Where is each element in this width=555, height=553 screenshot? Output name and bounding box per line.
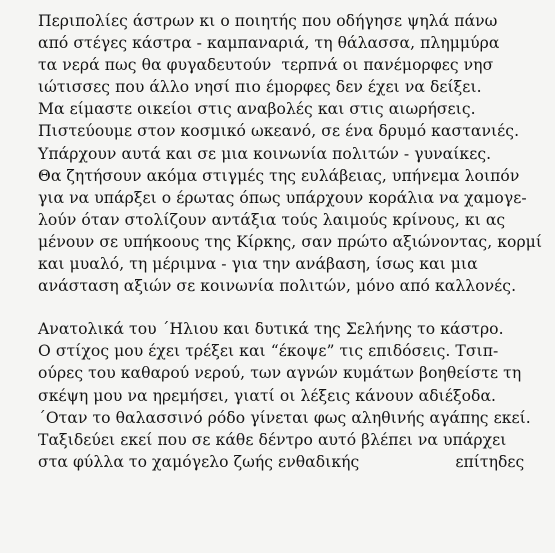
poem-line: Ταξιδεύει εκεί που σε κάθε δέντρο αυτό βλέπει να υπάρχει — [38, 430, 507, 449]
poem-text — [38, 10, 543, 473]
poem-line: μένουν σε υπήκοους της Κίρκης, σαν πρώτο αξιώνοντας, κορμί — [38, 232, 543, 251]
poem-line: Υπάρχουν αυτά και σε μια κοινωνία πολιτών - γυναίκες. — [38, 144, 492, 163]
poem-line: τα νερά πως θα φυγαδευτούν τερπνά οι πανέμορφες νησ — [38, 56, 494, 75]
poem-line: ΄Οταν το θαλασσινό ρόδο γίνεται φως αληθινής αγάπης εκεί. — [38, 408, 531, 427]
poem-line: ούρες του καθαρού νερού, των αγνών κυμάτων βοηθείστε τη — [38, 364, 522, 383]
poem-line: ιώτισσες που άλλο νησί πιο έμορφες δεν έχει να δείξει. — [38, 78, 482, 97]
poem-line: ανάσταση αξιών σε κοινωνία πολιτών, μόνο από καλλονές. — [38, 277, 517, 296]
poem-line: Πιστεύουμε στον κοσμικό ωκεανό, σε ένα δρυμό καστανιές. — [38, 122, 520, 141]
poem-line: Μα είμαστε οικείοι στις αναβολές και στις αιωρήσεις. — [38, 100, 476, 119]
last-line-start: στα φύλλα το χαμόγελο ζωής ενθαδικής — [38, 452, 360, 471]
poem-line: και μυαλό, τη μέριμνα - για την ανάβαση, ίσως και μια — [38, 255, 478, 274]
poem-last-line — [38, 451, 538, 473]
last-line-end: επίτηδες — [455, 452, 525, 471]
stanza-break — [38, 297, 538, 318]
poem-line: για να υπάρξει ο έρωτας όπως υπάρχουν κοράλια να χαμογε- — [38, 188, 527, 207]
poem-line: λούν όταν στολίζουν αντάξια τούς λαιμούς κρίνους, κι ας — [38, 210, 506, 229]
poem-line: σκέψη μου να ηρεμήσει, γιατί οι λέξεις κάνουν αδιέξοδα. — [38, 386, 497, 405]
poem-line: Θα ζητήσουν ακόμα στιγμές της ευλάβειας, υπήνεμα λοιπόν — [38, 166, 520, 185]
poem-line: Ανατολικά του ΄Ηλιου και δυτικά της Σελήνης το κάστρο. — [38, 320, 504, 339]
poem-line: από στέγες κάστρα - καμπαναριά, τη θάλασσα, πλημμύρα — [38, 34, 500, 53]
poem-line: Περιπολίες άστρων κι ο ποιητής που οδήγησε ψηλά πάνω — [38, 12, 498, 30]
poem-line: Ο στίχος μου έχει τρέξει και “έκοψε” τις επιδόσεις. Τσιπ- — [38, 342, 499, 361]
